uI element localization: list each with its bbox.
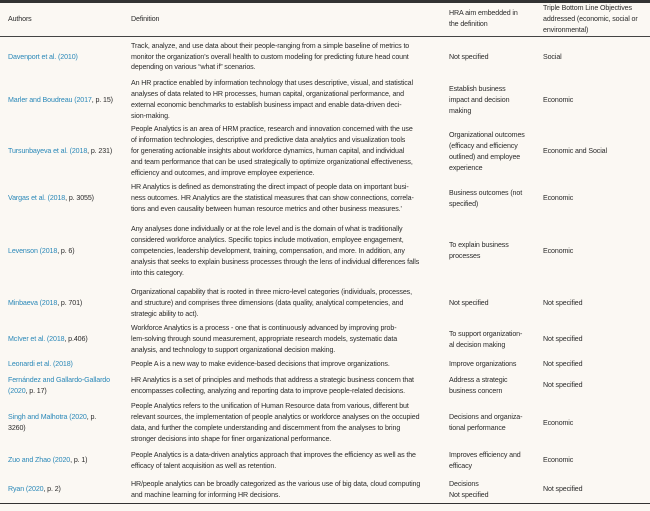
author-citation-link[interactable]: McIver et al. (2018 xyxy=(8,335,65,344)
tbl-objectives-cell: Economic and Social xyxy=(543,147,607,156)
tbl-objectives-cell: Not specified xyxy=(543,381,583,390)
author-citation-link[interactable]: Fernández and Gallardo-Gallardo (2020 xyxy=(8,375,110,395)
definition-cell: Any analyses done individually or at the role level and is the domain of what is traditionally considered workforce analytics. Specific topics include motivation, employee engagement, competencies, leadership development, training, compensation, and more. In addition, any analysis that seeks to explain business processes through the lens of individual differences falls into this category. xyxy=(131,224,420,277)
hra-aim-cell: Improve organizations xyxy=(449,360,517,369)
definition-cell: Organizational capability that is rooted in three micro-level categories (individuals, processes, and structure) and comprises three dimensions (data quality, analytical competencies, and strategic ability to act). xyxy=(131,287,412,318)
hra-aim-cell: Establish business impact and decision making xyxy=(449,84,510,115)
definition-cell: People A is a new way to make evidence-based decisions that improve organizations. xyxy=(131,360,390,369)
author-cell xyxy=(0,180,131,217)
definition-cell: People Analytics is a data-driven analytics approach that improves the efficiency as well as the efficacy of talent acquisition as well as retention. xyxy=(131,450,416,470)
hr-analytics-definitions-table xyxy=(0,3,650,504)
author-page-ref: , p. 3260) xyxy=(8,413,97,433)
author-cell xyxy=(0,400,131,446)
tbl-objectives-cell: Not specified xyxy=(543,298,583,307)
hra-aim-cell: To explain business processes xyxy=(449,241,509,261)
table-row xyxy=(0,446,650,476)
author-page-ref: , p. 701) xyxy=(57,298,83,307)
definition-cell: People Analytics is an area of HRM practice, research and innovation concerned with the use of information technologies, descriptive and predictive data analytics and visualization tools for generating actionable insights about workforce dynamics, human capital, and individual and team performance that can be used strategically to optimize organizational effectiveness, efficiency and outcomes, and improve employee experience. xyxy=(131,125,413,178)
hra-aim-cell: Decisions and organiza- tional performance xyxy=(449,413,523,433)
hra-aim-cell: Decisions Not specified xyxy=(449,476,543,504)
author-citation-link[interactable]: Singh and Malhotra (2020 xyxy=(8,413,87,422)
table-row xyxy=(0,476,650,504)
author-citation-link[interactable]: Zuo and Zhao (2020 xyxy=(8,456,71,465)
tbl-objectives-cell: Social xyxy=(543,52,562,61)
tbl-objectives-cell: Economic xyxy=(543,418,574,427)
tbl-objectives-cell: Not specified xyxy=(543,360,583,369)
definition-cell: HR Analytics is defined as demonstrating the direct impact of people data on important busi- ness outcomes. HR Analytics are the statistical measures that can show connections, correla- tions and even causality between human resource metrics and other business measures.' xyxy=(131,183,414,214)
hra-aim-cell: Not specified xyxy=(449,298,489,307)
hra-aim-cell: Not specified xyxy=(449,52,489,61)
table-row xyxy=(0,77,650,123)
author-page-ref: , p. 2) xyxy=(43,485,61,494)
tbl-objectives-cell: Economic xyxy=(543,95,574,104)
author-citation-link[interactable]: Minbaeva (2018 xyxy=(8,298,58,307)
table-row xyxy=(0,180,650,217)
tbl-objectives-cell: Economic xyxy=(543,194,574,203)
author-citation-link[interactable]: Ryan (2020 xyxy=(8,485,44,494)
table-row xyxy=(0,123,650,180)
author-page-ref: , p. 3055) xyxy=(65,194,94,203)
table-row xyxy=(0,285,650,321)
author-cell xyxy=(0,123,131,180)
hra-aim-cell: Improves efficiency and efficacy xyxy=(449,450,521,470)
table-header-row xyxy=(0,3,650,36)
author-cell xyxy=(0,446,131,476)
hra-aim-cell: Address a strategic business concern xyxy=(449,375,508,395)
author-cell xyxy=(0,217,131,285)
hra-aim-cell: Organizational outcomes (efficacy and efficiency outlined) and employee experience xyxy=(449,130,525,172)
author-page-ref: , p. 17) xyxy=(25,386,47,395)
tbl-objectives-cell: Economic xyxy=(543,246,574,255)
table-row xyxy=(0,400,650,446)
table-row xyxy=(0,321,650,358)
definition-cell: Workforce Analytics is a process - one that is continuously advanced by improving prob- lem-solving through sound measurement, appropriate research models, systematic data analysis, and technology to support organizational decision making. xyxy=(131,324,398,355)
table-row xyxy=(0,36,650,77)
tbl-objectives-cell: Economic xyxy=(543,456,574,465)
author-cell xyxy=(0,476,131,504)
author-citation-link[interactable]: Tursunbayeva et al. (2018 xyxy=(8,147,88,156)
author-page-ref: , p. 15) xyxy=(91,95,113,104)
header-tbl-objectives: Triple Bottom Line Objectives addressed (economic, social or environmental) xyxy=(543,3,650,36)
author-citation-link[interactable]: Levenson (2018 xyxy=(8,246,58,255)
author-cell xyxy=(0,285,131,321)
author-page-ref: , p. 6) xyxy=(57,246,75,255)
author-page-ref: , p. 231) xyxy=(87,147,113,156)
author-citation-link[interactable]: Leonardi et al. (2018) xyxy=(8,360,73,369)
definition-cell: HR Analytics is a set of principles and methods that address a strategic business concern that encompasses collecting, analyzing and reporting data to improve people-related decisions. xyxy=(131,375,414,395)
author-cell xyxy=(0,77,131,123)
hra-aim-cell: To support organization- al decision making xyxy=(449,329,523,349)
table-row xyxy=(0,358,650,371)
author-cell xyxy=(0,321,131,358)
header-definition: Definition xyxy=(131,3,449,36)
definition-cell: People Analytics refers to the unification of Human Resource data from various, different but relevant sources, the implementation of people analytics or workforce analyses on the occupied data, and further the complete understanding and discernment from the analyses to bring stronger decisions into shape for finer organizational performance. xyxy=(131,402,420,443)
author-cell xyxy=(0,371,131,400)
tbl-objectives-cell: Not specified xyxy=(543,476,650,504)
table-row xyxy=(0,217,650,285)
author-citation-link[interactable]: Vargas et al. (2018 xyxy=(8,194,66,203)
definition-cell: Track, analyze, and use data about their people-ranging from a simple baseline of metrics to monitor the organization's overall health to custom modeling for predicting future head count depending on various “what if” scenarios. xyxy=(131,41,410,72)
table-row xyxy=(0,371,650,400)
header-hra-aim: HRA aim embedded in the definition xyxy=(449,3,543,36)
author-page-ref: , p. 1) xyxy=(70,456,88,465)
author-citation-link[interactable]: Marler and Boudreau (2017 xyxy=(8,95,92,104)
header-authors: Authors xyxy=(0,3,131,36)
definition-cell: HR/people analytics can be broadly categorized as the various use of big data, cloud computing and machine learning for informing HR decisions. xyxy=(131,476,449,504)
author-cell xyxy=(0,36,131,77)
hra-aim-cell: Business outcomes (not specified) xyxy=(449,188,523,208)
author-page-ref: , p.406) xyxy=(64,335,88,344)
tbl-objectives-cell: Not specified xyxy=(543,335,583,344)
author-cell xyxy=(0,358,131,371)
definition-cell: An HR practice enabled by information technology that uses descriptive, visual, and statistical analyses of data related to HR processes, human capital, organizational performance, and external economic benchmarks to establish business impact and enable data-driven deci- sion-making. xyxy=(131,79,413,121)
author-citation-link[interactable]: Davenport et al. (2010) xyxy=(8,52,78,61)
